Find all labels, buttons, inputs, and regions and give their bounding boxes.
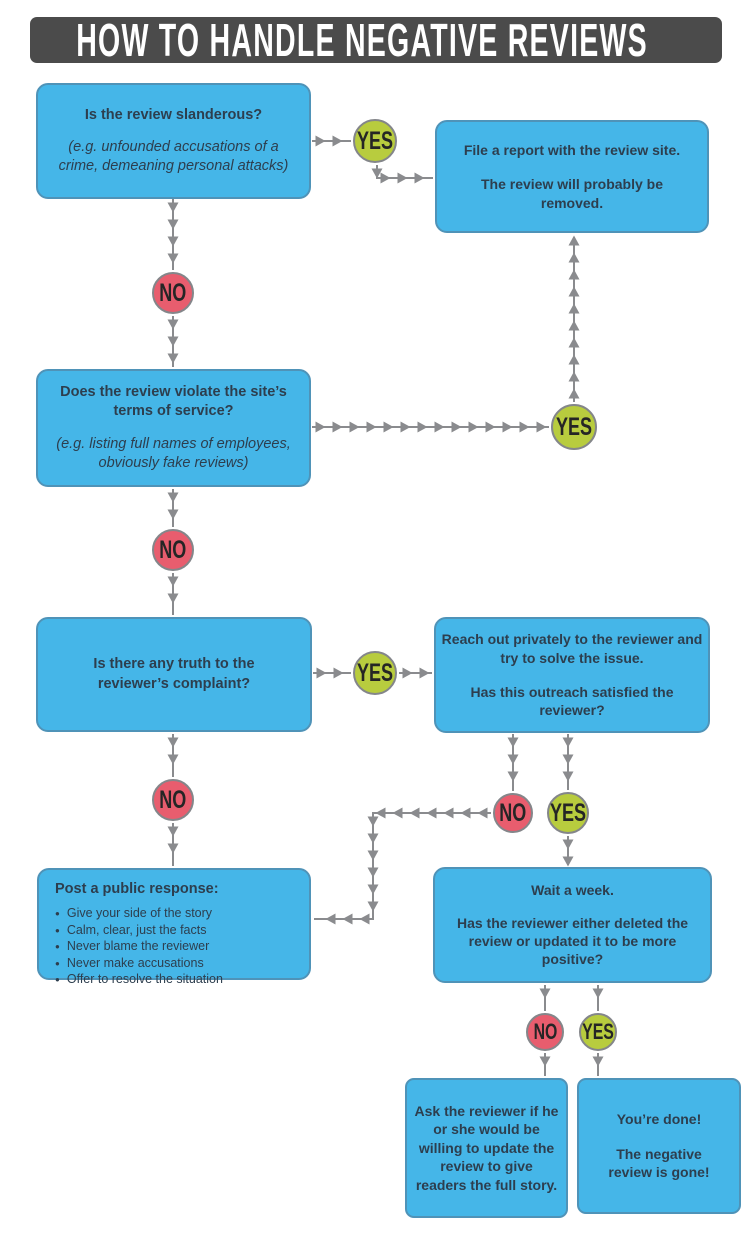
bullet-item [55, 906, 223, 923]
box-line: The review will probably be removed. [480, 176, 664, 211]
no-badge-slanderous [152, 272, 194, 314]
bullet-text: Calm, clear, just the facts [66, 922, 207, 937]
badge-label: YES [555, 412, 593, 441]
box-note: (e.g. unfounded accusations of a crime, demeaning personal attacks) [58, 138, 289, 175]
bullet-text: Give your side of the story [66, 906, 213, 921]
badge-label: NO [159, 278, 187, 307]
action-box-wait-a-week [433, 867, 712, 983]
box-line: Has the reviewer either deleted the review or updated it to be more positive? [456, 914, 689, 968]
action-box-ask-update [405, 1078, 568, 1218]
bullet-item [55, 972, 223, 989]
badge-label: YES [356, 126, 394, 155]
box-line: Wait a week. [531, 882, 614, 899]
action-box-reach-out [434, 617, 710, 733]
box-heading: Is the review slanderous? [84, 106, 263, 123]
box-line: The negative review is gone! [608, 1145, 710, 1181]
badge-label: NO [499, 798, 527, 827]
box-line: You’re done! [616, 1111, 702, 1128]
box-line: Has this outreach satisfied the reviewer? [470, 684, 674, 719]
box-line: Reach out privately to the reviewer and try to solve the issue. [441, 631, 703, 666]
terminal-box-done [577, 1078, 741, 1214]
yes-badge-wait [579, 1013, 617, 1051]
response-tips-list [55, 906, 223, 989]
no-badge-truth [152, 779, 194, 821]
action-box-public-response [37, 868, 311, 987]
box-note: (e.g. listing full names of employees, obviously fake reviews) [56, 435, 291, 471]
decision-box-truth [36, 617, 312, 732]
badge-label: YES [356, 658, 394, 687]
yes-badge-truth [353, 651, 397, 695]
badge-label: NO [159, 785, 187, 814]
page-title: HOW TO HANDLE NEGATIVE REVIEWS [76, 14, 648, 66]
yes-badge-slanderous [353, 119, 397, 163]
decision-box-terms-of-service [36, 369, 311, 487]
no-badge-terms [152, 529, 194, 571]
badge-label: YES [582, 1019, 614, 1044]
yes-badge-terms [551, 404, 597, 450]
box-heading: Does the review violate the site’s terms of service? [60, 384, 287, 420]
bullet-text: Never make accusations [66, 955, 204, 970]
title-bar [30, 14, 722, 66]
box-line: Ask the reviewer if he or she would be willing to update the review to give readers the full story. [414, 1102, 559, 1193]
badge-label: NO [159, 535, 187, 564]
bullet-item [55, 939, 223, 956]
box-line: File a report with the review site. [463, 141, 681, 158]
bullet-item [55, 956, 223, 973]
decision-box-slanderous [36, 83, 311, 199]
bullet-text: Offer to resolve the situation [66, 972, 223, 987]
box-heading: Post a public response: [55, 881, 219, 897]
no-badge-wait [526, 1013, 564, 1051]
badge-label: YES [549, 798, 587, 827]
yes-badge-outreach [547, 792, 589, 834]
action-box-file-report [435, 120, 709, 233]
bullet-text: Never blame the reviewer [66, 939, 210, 954]
bullet-item [55, 923, 223, 940]
box-heading: Is there any truth to the reviewer’s complaint? [93, 656, 255, 692]
badge-label: NO [533, 1019, 557, 1044]
no-badge-outreach [493, 793, 533, 833]
